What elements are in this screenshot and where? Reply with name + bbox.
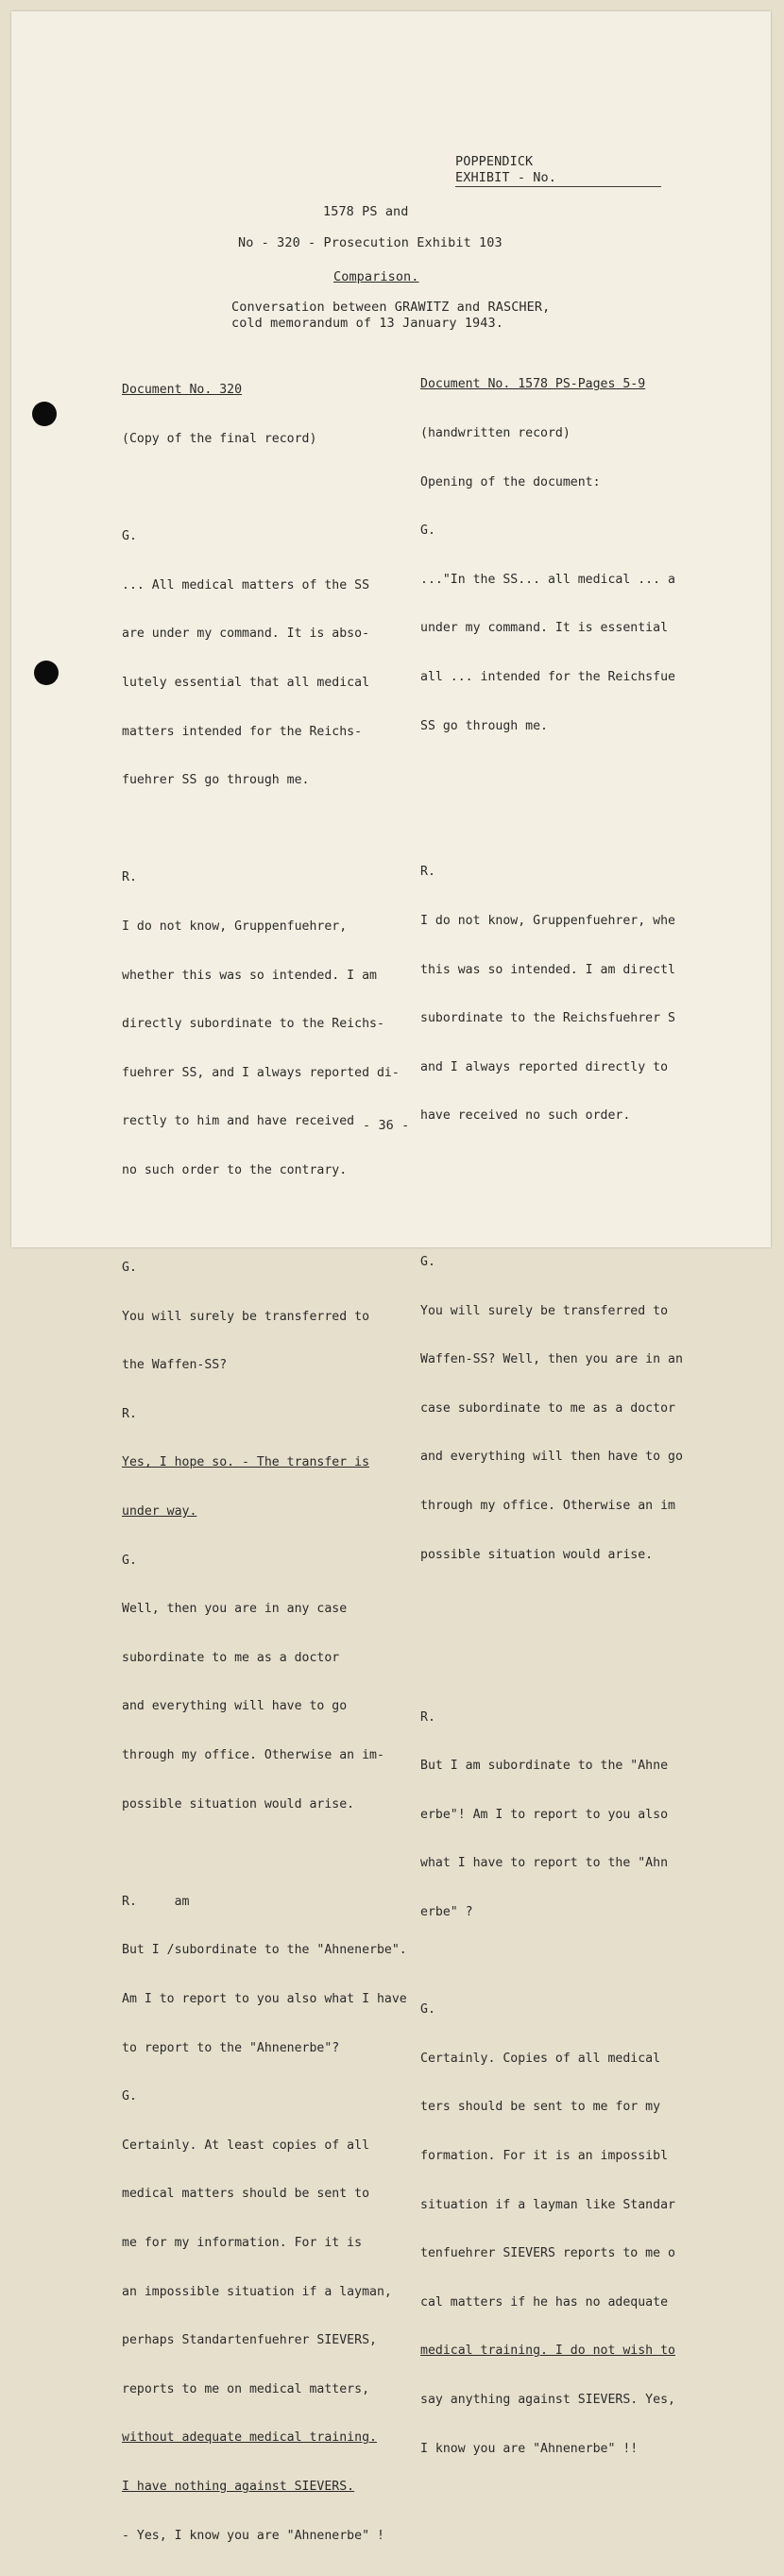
exhibit-stamp-label: EXHIBIT - No. [455,170,556,185]
right-line: G. [420,524,435,539]
left-line: to report to the "Ahnenerbe"? [122,2040,340,2055]
subtitle-line-2: cold memorandum of 13 January 1943. [231,316,503,331]
left-line: subordinate to me as a doctor [122,1650,340,1665]
right-line: cal matters if he has no adequate [420,2294,669,2310]
right-column-subheading: (handwritten record) [420,426,571,440]
right-line-underlined: medical training. I do not wish to [420,2344,675,2359]
left-line: G. [122,529,137,544]
left-line: and everything will have to go [122,1699,348,1714]
title-line-1: 1578 PS and [323,204,409,219]
right-line: and I always reported directly to [420,1059,669,1074]
left-line: Well, then you are in any case [122,1602,348,1617]
left-line: ... All medical matters of the SS [122,577,370,592]
left-line: I do not know, Gruppenfuehrer, [122,919,348,934]
left-line: whether this was so intended. I am [122,968,377,983]
left-line: lutely essential that all medical [122,675,370,690]
left-line: G. [122,1553,137,1568]
left-line: G. [122,1261,137,1276]
left-line: Certainly. At least copies of all [122,2138,370,2153]
right-line: erbe" ? [420,1904,473,1919]
right-line: G. [420,2002,435,2018]
right-line: I know you are "Ahnenerbe" !! [420,2441,639,2456]
document-page [11,11,771,2543]
right-column [420,344,690,2489]
right-line: R. [420,1709,435,1725]
right-line: case subordinate to me as a doctor [420,1400,675,1416]
left-line: reports to me on medical matters, [122,2381,370,2396]
left-line: G. [122,2089,137,2104]
left-line: fuehrer SS go through me. [122,773,310,788]
left-line: rectly to him and have received [122,1114,355,1129]
left-column [122,350,422,2576]
left-line: directly subordinate to the Reichs- [122,1017,384,1032]
left-column-subheading: (Copy of the final record) [122,432,317,446]
left-line-underlined: without adequate medical training. [122,2430,377,2446]
right-line: But I am subordinate to the "Ahne [420,1759,669,1774]
right-line: and everything will then have to go [420,1450,683,1465]
title-line-2: No - 320 - Prosecution Exhibit 103 [238,235,503,250]
left-line: possible situation would arise. [122,1796,355,1812]
right-line: erbe"! Am I to report to you also [420,1807,669,1822]
left-line: - Yes, I know you are "Ahnenerbe" ! [122,2528,384,2543]
right-line: formation. For it is an impossibl [420,2148,669,2163]
left-line-underlined: Yes, I hope so. - The transfer is [122,1455,370,1470]
punch-hole-bottom [34,661,59,685]
subtitle-line-1: Conversation between GRAWITZ and RASCHER, [231,300,551,315]
left-line: matters intended for the Reichs- [122,724,363,739]
left-line: R. [122,870,137,885]
right-line: You will surely be transferred to [420,1303,669,1318]
right-line: tenfuehrer SIEVERS reports to me o [420,2246,675,2261]
right-line: ..."In the SS... all medical ... a [420,572,675,587]
right-line: subordinate to the Reichsfuehrer S [420,1011,675,1026]
right-line: ters should be sent to me for my [420,2100,661,2115]
left-line: You will surely be transferred to [122,1309,370,1324]
exhibit-stamp-underline [455,186,661,187]
left-line: me for my information. For it is [122,2235,363,2250]
right-line: Certainly. Copies of all medical [420,2051,661,2066]
right-line: R. [420,865,435,880]
right-line: possible situation would arise. [420,1547,654,1562]
right-line: have received no such order. [420,1108,631,1124]
right-line: say anything against SIEVERS. Yes, [420,2392,675,2407]
left-line: are under my command. It is abso- [122,627,370,642]
right-line: I do not know, Gruppenfuehrer, whe [420,913,675,928]
punch-hole-top [32,402,57,426]
exhibit-stamp-name: POPPENDICK [455,154,534,169]
comparison-heading: Comparison. [333,269,419,284]
right-line: this was so intended. I am directl [420,962,675,977]
left-line: But I /subordinate to the "Ahnenerbe". [122,1943,407,1958]
right-line: what I have to report to the "Ahn [420,1856,669,1871]
left-line: medical matters should be sent to [122,2187,370,2202]
right-line: G. [420,1255,435,1270]
right-line: under my command. It is essential [420,621,669,636]
left-line: R. am [122,1894,190,1909]
right-column-heading: Document No. 1578 PS-Pages 5-9 [420,377,646,392]
left-line: Am I to report to you also what I have [122,1992,407,2006]
right-line: Waffen-SS? Well, then you are in an [420,1352,683,1367]
left-line: fuehrer SS, and I always reported di- [122,1065,400,1080]
page-number: - 36 - [363,1118,410,1133]
left-line-underlined: under way. [122,1504,197,1520]
right-column-opening: Opening of the document: [420,474,601,489]
left-line: the Waffen-SS? [122,1358,228,1373]
left-line: perhaps Standartenfuehrer SIEVERS, [122,2333,377,2348]
left-line: an impossible situation if a layman, [122,2284,392,2299]
left-line-underlined: I have nothing against SIEVERS. [122,2479,355,2494]
right-line: SS go through me. [420,718,548,733]
left-line: R. [122,1406,137,1421]
left-line: no such order to the contrary. [122,1162,348,1177]
right-line: through my office. Otherwise an im [420,1499,675,1514]
right-line: all ... intended for the Reichsfue [420,669,675,684]
left-column-heading: Document No. 320 [122,383,243,398]
left-line: through my office. Otherwise an im- [122,1748,384,1763]
right-line: situation if a layman like Standar [420,2197,675,2212]
